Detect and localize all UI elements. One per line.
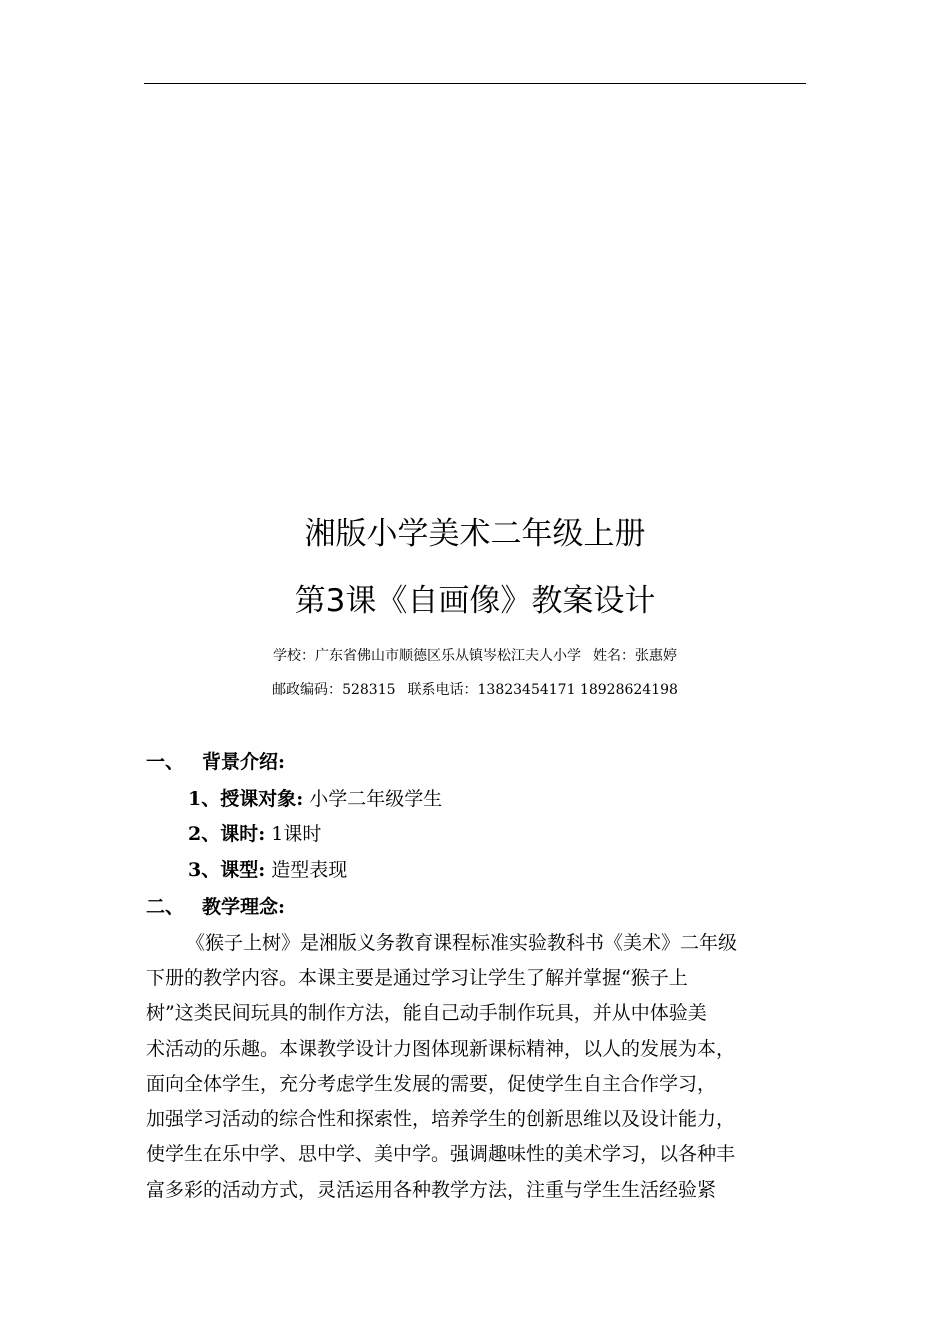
phone-numbers: 13823454171 18928624198 xyxy=(477,682,678,698)
school-name: 广东省佛山市顺德区乐从镇岑松江夫人小学 xyxy=(315,648,581,664)
document-title-line-2: 第3课《自画像》教案设计 xyxy=(294,583,656,619)
paragraph-line: 加强学习活动的综合性和探索性，培养学生的创新思维以及设计能力， xyxy=(146,1108,736,1130)
item-value: 小学二年级学生 xyxy=(309,788,443,810)
background-item-1 xyxy=(188,785,442,813)
section-2-heading xyxy=(146,893,285,921)
postcode: 528315 xyxy=(342,682,396,698)
background-item-2 xyxy=(188,820,321,848)
school-label: 学校： xyxy=(273,648,315,664)
item-value: 1课时 xyxy=(271,823,322,845)
section-1-title: 背景介绍: xyxy=(202,751,286,773)
item-label: 3、课型: xyxy=(188,859,266,881)
paragraph-line: 《猴子上树》是湘版义务教育课程标准实验教科书《美术》二年级 xyxy=(186,932,738,954)
section-2-number: 二、 xyxy=(146,896,185,918)
header-rule xyxy=(144,83,806,84)
phone-label: 联系电话： xyxy=(407,682,478,698)
item-label: 2、课时: xyxy=(188,823,266,845)
name-label: 姓名： xyxy=(593,648,635,664)
postcode-label: 邮政编码： xyxy=(272,682,343,698)
paragraph-line: 使学生在乐中学、思中学、美中学。强调趣味性的美术学习，以各种丰 xyxy=(146,1143,736,1165)
paragraph-line: 面向全体学生，充分考虑学生发展的需要，促使学生自主合作学习， xyxy=(146,1073,717,1095)
author-info-line xyxy=(0,646,950,666)
paragraph-line: 富多彩的活动方式，灵活运用各种教学方法，注重与学生生活经验紧 xyxy=(146,1179,717,1201)
paragraph-line: 术活动的乐趣。本课教学设计力图体现新课标精神，以人的发展为本， xyxy=(146,1038,736,1060)
paragraph-line: 树”这类民间玩具的制作方法，能自己动手制作玩具，并从中体验美 xyxy=(146,1002,707,1024)
section-1-number: 一、 xyxy=(146,751,185,773)
background-item-3 xyxy=(188,856,347,884)
item-value: 造型表现 xyxy=(271,859,348,881)
author-name: 张惠婷 xyxy=(635,648,677,664)
paragraph-line: 下册的教学内容。本课主要是通过学习让学生了解并掌握“猴子上 xyxy=(146,967,688,989)
section-1-heading xyxy=(146,748,285,776)
item-label: 1、授课对象: xyxy=(188,788,304,810)
section-2-title: 教学理念: xyxy=(202,896,286,918)
document-title-line-1: 湘版小学美术二年级上册 xyxy=(304,516,646,552)
contact-info-line xyxy=(0,680,950,700)
